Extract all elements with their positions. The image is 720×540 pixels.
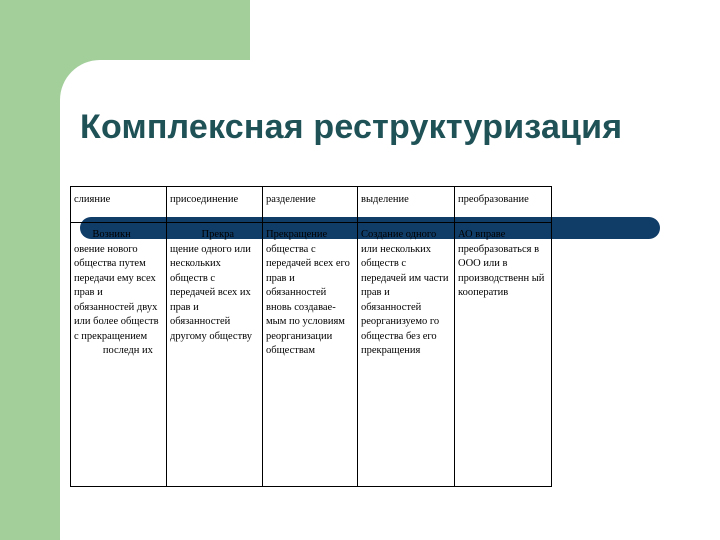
header-cell-transformation: преобразование xyxy=(455,187,552,223)
cell-merger: Возникн овение нового общества путем передачи ему всех прав и обязанностей двух или более обществ с прекращением последн их xyxy=(71,223,167,487)
restructuring-table xyxy=(70,186,552,487)
decor-green-strip xyxy=(0,0,60,540)
table-row xyxy=(71,223,552,487)
cell-accession: Прекра щение одного или нескольких обществ с передачей всех их прав и обязанностей другому обществу xyxy=(167,223,263,487)
table-header-row xyxy=(71,187,552,223)
cell-separation: Создание одного или нескольких обществ с передачей им части прав и обязанностей реорганизуемо го общества без его прекращения xyxy=(358,223,455,487)
header-cell-separation: выделение xyxy=(358,187,455,223)
header-cell-division: разделение xyxy=(263,187,358,223)
restructuring-table-wrap xyxy=(70,186,552,487)
cell-division: Прекращение общества с передачей всех его прав и обязанностей вновь создавае-мым по условиям реорганизации обществам xyxy=(263,223,358,487)
header-cell-accession: присоединение xyxy=(167,187,263,223)
header-cell-merger: слияние xyxy=(71,187,167,223)
cell-transformation: АО вправе преобразоваться в ООО или в производственн ый кооператив xyxy=(455,223,552,487)
slide-title: Комплексная реструктуризация xyxy=(80,108,623,146)
